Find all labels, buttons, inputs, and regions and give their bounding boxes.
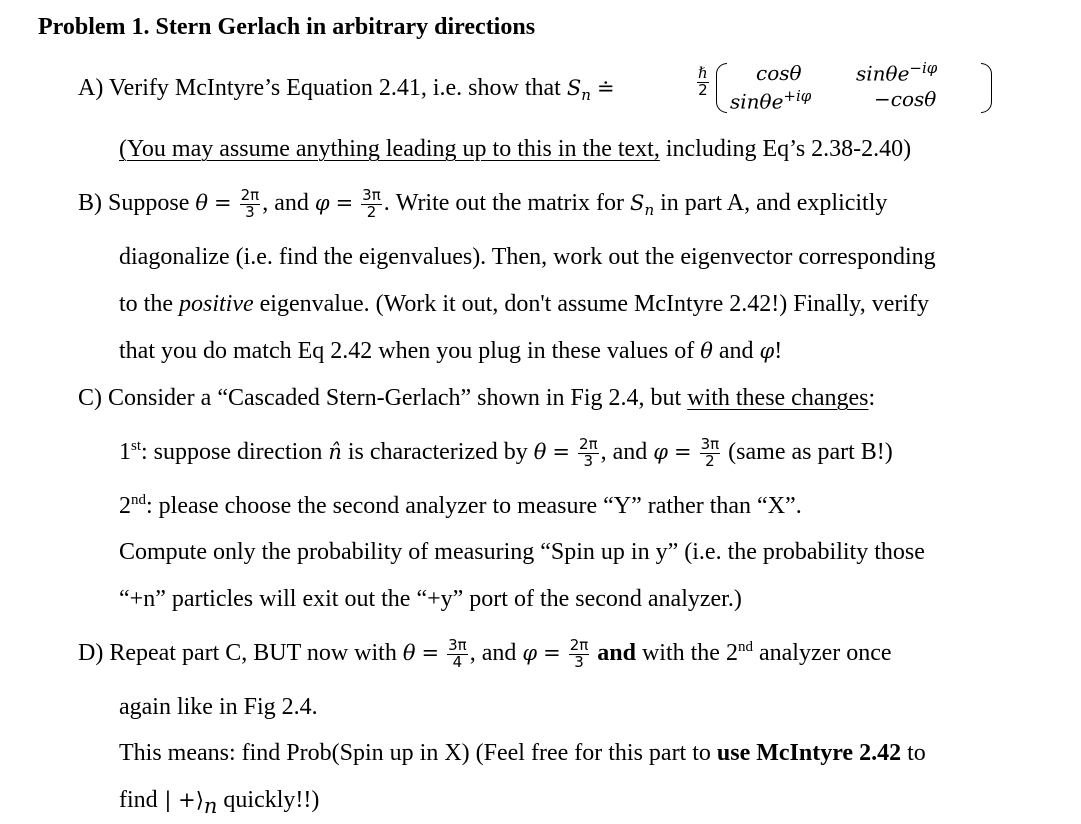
part-c-line-2: 1st: suppose direction n̂ is characterized by θ = $\frac{2\pi}{3}$ , and φ = $\frac{3\pi}{2}$ (same as part B!) bbox=[119, 435, 893, 470]
part-d-line-3: This means: find Prob(Spin up in X) (Feel free for this part to use McIntyre 2.42 to bbox=[119, 740, 926, 766]
matrix-left-bracket bbox=[716, 63, 727, 113]
phi-fraction: $\frac{3\pi}{2}$ bbox=[362, 186, 381, 221]
part-c-line-3: 2nd: please choose the second analyzer to measure “Y” rather than “X”. bbox=[119, 492, 802, 519]
part-b-label: B) bbox=[78, 189, 102, 216]
d-theta-fraction: $\frac{3\pi}{4}$ bbox=[448, 636, 467, 671]
part-a-text: Verify McIntyre’s Equation 2.41, i.e. show that bbox=[108, 75, 561, 101]
matrix-a11: cosθ bbox=[756, 61, 802, 85]
part-b-line-1: B) Suppose θ = $\frac{2\pi}{3}$ , and φ = $\frac{3\pi}{2}$ . Write out the matrix for $S_n$ in part A, and explicitly bbox=[78, 186, 888, 221]
matrix-a21: sinθe$^{+i\varphi}$ bbox=[730, 87, 812, 114]
c-theta-fraction: $\frac{2\pi}{3}$ bbox=[579, 435, 598, 470]
hbar-over-2: ℏ 2 bbox=[698, 64, 708, 99]
part-c-line-4: Compute only the probability of measuring “Spin up in y” (i.e. the probability those bbox=[119, 539, 925, 565]
matrix-a12: sinθe$^{-i\varphi}$ bbox=[856, 59, 938, 86]
part-d-line-1: D) Repeat part C, BUT now with θ = $\frac{3\pi}{4}$ , and φ = $\frac{2\pi}{3}$ and with the 2nd analyzer once bbox=[78, 636, 892, 671]
part-a-label: A) bbox=[78, 75, 104, 101]
sn-symbol: $S_n$ bbox=[566, 76, 591, 105]
sn-matrix bbox=[716, 59, 992, 114]
part-b-line-3: to the positive eigenvalue. (Work it out, don't assume McIntyre 2.42!) Finally, verify bbox=[119, 291, 929, 317]
part-c-line-5: “+n” particles will exit out the “+y” port of the second analyzer.) bbox=[119, 586, 742, 612]
part-b-line-2: diagonalize (i.e. find the eigenvalues). Then, work out the eigenvector corresponding bbox=[119, 244, 936, 270]
theta-fraction: $\frac{2\pi}{3}$ bbox=[240, 186, 260, 221]
part-b-line-4: that you do match Eq 2.42 when you plug in these values of θ and φ! bbox=[119, 338, 783, 364]
part-d-label: D) bbox=[78, 639, 104, 666]
matrix-a22: −cosθ bbox=[874, 87, 937, 111]
matrix-right-bracket bbox=[981, 63, 992, 113]
part-a-line-1 bbox=[78, 75, 615, 104]
problem-title: Problem 1. Stern Gerlach in arbitrary directions bbox=[38, 14, 536, 40]
part-c-label: C) bbox=[78, 385, 102, 411]
part-a-note: (You may assume anything leading up to this in the text, including Eq’s 2.38-2.40) bbox=[119, 136, 912, 162]
c-phi-fraction: $\frac{3\pi}{2}$ bbox=[700, 435, 720, 470]
part-d-line-2: again like in Fig 2.4. bbox=[119, 694, 318, 720]
part-c-line-1: C) Consider a “Cascaded Stern-Gerlach” shown in Fig 2.4, but with these changes: bbox=[78, 385, 876, 411]
relation-symbol: ≐ bbox=[596, 76, 615, 100]
part-d-line-4: find | $+⟩_n$ quickly!!) bbox=[119, 787, 320, 818]
d-phi-fraction: $\frac{2\pi}{3}$ bbox=[569, 636, 589, 671]
